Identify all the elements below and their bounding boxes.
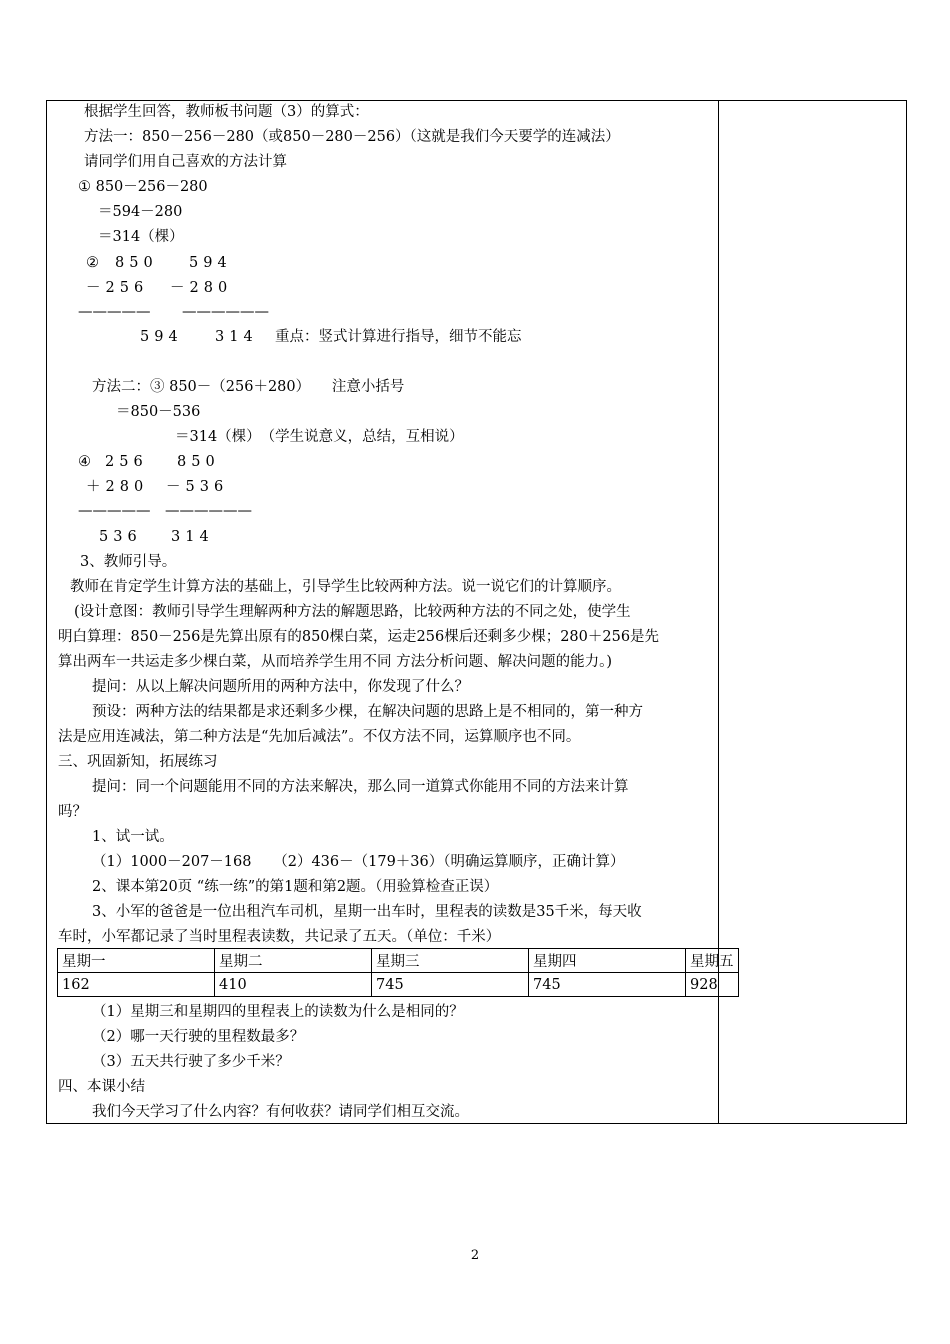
- section-heading: 三、巩固新知，拓展练习: [58, 754, 218, 770]
- circled-number: ④: [78, 454, 91, 470]
- vertical-calc-result: 314: [171, 529, 214, 545]
- odometer-table: [57, 948, 739, 997]
- table-cell: 745: [372, 973, 529, 997]
- page-number: 2: [470, 1248, 480, 1263]
- table-header-cell: 星期四: [529, 949, 686, 973]
- text-line: 算出两车一共运走多少棵白菜，从而培养学生用不同 方法分析问题、解决问题的能力。): [58, 654, 613, 670]
- text-line: 3、小军的爸爸是一位出租汽车司机，星期一出车时，里程表的读数是35千米，每天收: [92, 904, 642, 920]
- teaching-note: 重点：竖式计算进行指导，细节不能忘: [275, 329, 522, 345]
- vertical-calc-number: 594: [189, 255, 232, 271]
- vertical-calc-number: 850: [177, 454, 220, 470]
- text-line: 2、课本第20页 “练一练”的第1题和第2题。（用验算检查正误）: [92, 879, 499, 895]
- vertical-calc-result: 594: [140, 329, 183, 345]
- table-cell: 928: [686, 973, 739, 997]
- text-line: ① 850－256－280: [78, 179, 208, 195]
- circled-number: ②: [86, 255, 99, 271]
- text-line: ＝314（棵）: [98, 229, 184, 245]
- calc-underline: ——————: [182, 304, 269, 320]
- table-header-cell: 星期三: [372, 949, 529, 973]
- vertical-calc-number: －536: [166, 479, 229, 495]
- vertical-calc-number: 850: [115, 255, 158, 271]
- text-line: 提问：同一个问题能用不同的方法来解决，那么同一道算式你能用不同的方法来计算: [92, 779, 629, 795]
- calc-underline: —————: [78, 503, 151, 519]
- text-line: 请同学们用自己喜欢的方法计算: [84, 154, 287, 170]
- table-row: [58, 949, 739, 973]
- table-header-cell: 星期二: [215, 949, 372, 973]
- text-line: （3）五天共行驶了多少千米？: [92, 1054, 290, 1070]
- text-line: 我们今天学习了什么内容？有何收获？请同学们相互交流。: [92, 1104, 469, 1120]
- text-line: ＝850－536: [116, 404, 201, 420]
- text-line: 明白算理：850－256是先算出原有的850棵白菜，运走256棵后还剩多少棵；280＋256是先: [58, 629, 660, 645]
- text-line: 法是应用连减法，第二种方法是“先加后减法”。不仅方法不同，运算顺序也不同。: [58, 729, 581, 745]
- table-cell: 745: [529, 973, 686, 997]
- table-row: [58, 973, 739, 997]
- text-line: ＝314（棵） （学生说意义，总结，互相说）: [175, 429, 464, 445]
- text-line: (设计意图：教师引导学生理解两种方法的解题思路，比较两种方法的不同之处，使学生: [74, 604, 631, 620]
- vertical-calc-number: －280: [170, 280, 233, 296]
- vertical-calc-number: ＋280: [86, 479, 149, 495]
- text-line: 吗？: [58, 804, 87, 820]
- text-line: 教师在肯定学生计算方法的基础上，引导学生比较两种方法。说一说它们的计算顺序。: [70, 579, 621, 595]
- text-line: 方法二：③ 850－（256＋280） 注意小括号: [92, 379, 405, 395]
- text-line: ＝594－280: [98, 204, 183, 220]
- vertical-calc-number: 256: [105, 454, 148, 470]
- section-heading: 四、本课小结: [58, 1079, 145, 1095]
- text-line: （2）哪一天行驶的里程数最多？: [92, 1029, 305, 1045]
- text-line: （1）星期三和星期四的里程表上的读数为什么是相同的？: [92, 1004, 464, 1020]
- table-header-cell: 星期五: [686, 949, 739, 973]
- text-line: 预设：两种方法的结果都是求还剩多少棵，在解决问题的思路上是不相同的，第一种方: [92, 704, 643, 720]
- text-line: 1、试一试。: [92, 829, 174, 845]
- text-line: 3、教师引导。: [80, 554, 177, 570]
- text-line: （1）1000－207－168 （2）436－（179＋36）（明确运算顺序，正确计算）: [92, 854, 625, 870]
- text-line: 提问：从以上解决问题所用的两种方法中，你发现了什么？: [92, 679, 469, 695]
- table-cell: 410: [215, 973, 372, 997]
- vertical-calc-result: 314: [215, 329, 258, 345]
- calc-underline: —————: [78, 304, 151, 320]
- text-line: 车时，小军都记录了当时里程表读数，共记录了五天。（单位：千米）: [58, 929, 501, 945]
- table-header-cell: 星期一: [58, 949, 215, 973]
- text-line: 根据学生回答，教师板书问题（3）的算式：: [84, 104, 369, 120]
- calc-underline: ——————: [165, 503, 252, 519]
- text-line: 方法一：850－256－280（或850－280－256）（这就是我们今天要学的连减法）: [84, 129, 620, 145]
- vertical-calc-result: 536: [99, 529, 142, 545]
- table-cell: 162: [58, 973, 215, 997]
- vertical-calc-number: －256: [86, 280, 149, 296]
